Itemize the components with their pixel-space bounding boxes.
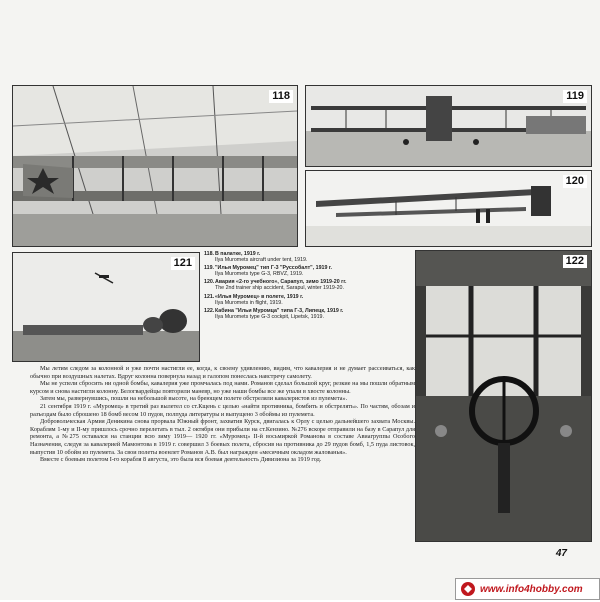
caption-number: 119. (204, 265, 215, 272)
hangar-aircraft-image (13, 86, 297, 246)
caption-russian: Авария «2-го учебного», Сарапул, зимо 1919-20 гг. (215, 279, 347, 286)
caption-russian: «Илья Муромец» в полете, 1919 г. (215, 293, 304, 300)
caption-english: Ilya Muromets aircraft under tent, 1919. (215, 257, 308, 264)
caption-number: 122. (204, 307, 215, 314)
caption-russian: "Илья Муромец" тип Г-3 "Руссобалт", 1919 г. (215, 265, 333, 272)
photo-number-121: 121 (171, 257, 195, 270)
caption-119 (204, 265, 414, 277)
photo-119-aircraft (305, 85, 592, 167)
paragraph: Добровольческая Армия Деникина снова прорвала Южный фронт, захватив Курск, двигалась к Орлу с целью дальнейшего захвата Москвы. Кораблям 1-му и II-му пришлось срочно перелетать в тыл. 2 октября они прибыли на ст.Кензино. №276 вскоре отправили на базу в Сарапул для ремонта, а №275 оставался на станции всю зиму 1919— 1920 гг. «Муромец» II-й восьмиркой Романова в составе Авиагруппы Особого Назначения, следуя за кавалерией Мамонтова в 1919 г. совершил 3 боевых полета, сбросив на противника до 29 пудов бомб, 1,5 пуда листовок, выпустив 10 обойм из пулемета. За свои полеты военлет Романов А.В. был награжден «месячным окладом жалованья». (30, 418, 415, 456)
caption-russian: В палатке, 1919 г. (215, 251, 261, 257)
caption-english: Ilya Muromets in flight, 1919. (215, 299, 283, 306)
caption-number: 120. (204, 279, 215, 286)
photo-120-accident (305, 170, 592, 247)
photo-number-118: 118 (269, 90, 293, 103)
caption-122 (204, 308, 414, 320)
site-logo-link[interactable] (455, 578, 600, 600)
caption-english: The 2nd trainer ship accident, Sarapul, winter 1919-20. (215, 285, 344, 292)
logo-text: www.info4hobby.com (480, 583, 583, 595)
paragraph: Мы не успели сбросить ни одной бомбы, кавалерия уже промчалась под нами. Романов сделал большой круг, резкие на мы пошли обратным курсом и снова настигли колонну. Белогвардейцы повторили маневр, но уже наши бомбы все же упали в хвосте колонны. (30, 380, 415, 395)
winter-aircraft-image (306, 171, 591, 246)
caption-english: Ilya Muromets type G-3, RBVZ, 1919. (215, 271, 304, 278)
photo-121-in-flight (12, 252, 200, 362)
caption-number: 121. (204, 293, 215, 300)
caption-number: 118. (204, 251, 215, 257)
caption-russian: Кабина "Ильи Муромца" типа Г-3, Липецк, 1919 г. (215, 307, 344, 314)
cockpit-interior-image (416, 251, 591, 541)
paragraph: Затем мы, развернувшись, пошли на небольшой высоте, на бреющем полете обстреляли кавалеристов из пулемета». (40, 395, 348, 403)
caption-english: Ilya Muromets type G-3 cockpit, Lipetsk, 1919. (215, 313, 324, 320)
paragraph: Вместе с боевым полетом I-го корабля 8 августа, это была вся боевая деятельность Дивизиона за 1919 год. (40, 456, 322, 464)
photo-captions (204, 251, 414, 322)
paragraph: Мы летим следом за колонной и уже почти настигли ее, когда, к своему удивлению, видим, что кавалерия и не думает рассеиваться, как обычно при воздушных налетах. Вдруг колонна повернула назад и галопом понеслась навстречу самолету. (30, 365, 415, 380)
photo-number-120: 120 (563, 175, 587, 188)
paragraph: 21 сентября 1919 г. «Муромец» в третий раз вылетел со ст.Кщень с целью «найти противника, бомбить и обстрелять». По частям, обозам и разъездам было сброшено 18 бомб весом 10 пудов, полпуда литературы и выпущено 3 обоймы из пулемета. (30, 402, 415, 418)
body-text (30, 365, 415, 464)
logo-icon (460, 581, 476, 597)
aircraft-on-field-image (306, 86, 591, 166)
caption-118 (204, 251, 414, 263)
page-number: 47 (555, 548, 567, 559)
photo-122-cockpit (415, 250, 592, 542)
photo-number-122: 122 (563, 255, 587, 268)
photo-118-hangar (12, 85, 298, 247)
caption-121 (204, 294, 414, 306)
photo-number-119: 119 (563, 90, 587, 103)
caption-120 (204, 279, 414, 291)
